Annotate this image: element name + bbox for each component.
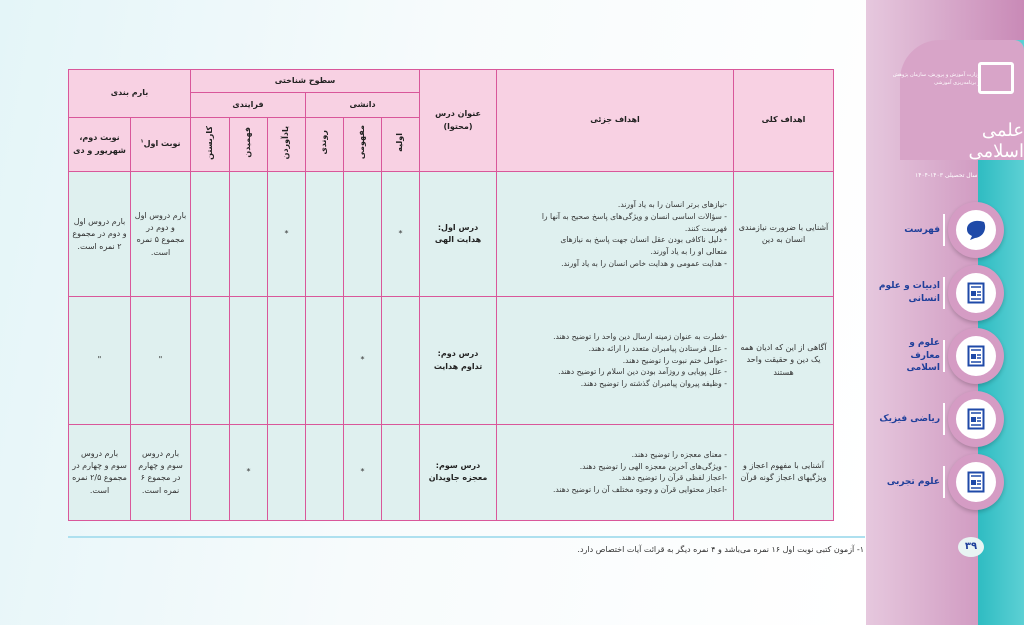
first-term-score: " [131, 297, 191, 424]
header-level: روندی [306, 118, 344, 172]
header-level: فهمیدن [230, 118, 268, 172]
level-mark [268, 424, 306, 520]
nav-circle [948, 328, 1004, 384]
nav-item-natural-sciences[interactable]: علوم تجربی [870, 452, 1020, 512]
academic-year: سال تحصیلی ۱۴۰۳-۱۴۰۴ [915, 172, 978, 179]
nav-divider [943, 340, 945, 372]
nav-item-math-physics[interactable]: ریاضی فیزیک [870, 389, 1020, 449]
table-row [69, 424, 834, 520]
header-scoring: بارم بندی [69, 70, 191, 118]
nav-divider [943, 403, 945, 435]
document-icon [956, 462, 996, 502]
general-goal: آشنایی با مفهوم اعجاز و ویژگیهای اعجاز گونه قرآن [734, 424, 834, 520]
header-lesson-title: عنوان درس (محتوا) [420, 70, 497, 172]
second-term-score: بارم دروس اول و دوم در مجموع ۲ نمره است. [69, 172, 131, 297]
header-general-goals: اهداف کلی [734, 70, 834, 172]
nav-circle [948, 391, 1004, 447]
header-process: فرایندی [191, 93, 306, 118]
document-icon [956, 336, 996, 376]
header-level: یادآوردن [268, 118, 306, 172]
general-goal: آشنایی با ضرورت نیازمندی انسان به دین [734, 172, 834, 297]
nav-circle [948, 454, 1004, 510]
nav-item-islamic-studies[interactable]: علوم و معارف اسلامی [870, 326, 1020, 386]
nav-item-humanities[interactable]: ادبیات و علوم انسانی [870, 263, 1020, 323]
level-mark [230, 297, 268, 424]
document-icon [956, 399, 996, 439]
first-term-score: بارم دروس اول و دوم در مجموع ۵ نمره است. [131, 172, 191, 297]
header-cognitive-levels: سطوح شناختی [191, 70, 420, 93]
lesson-title: درس دوم: تداوم هدایت [420, 297, 497, 424]
level-mark [382, 424, 420, 520]
nav-divider [943, 466, 945, 498]
header-level: مفهومی [344, 118, 382, 172]
ministry-text: وزارت آموزش و پرورش، سازمان پژوهش و برنامه‌ریزی آموزشی [892, 72, 980, 86]
ministry-logo-icon [978, 62, 1014, 94]
document-icon [956, 273, 996, 313]
level-mark [382, 297, 420, 424]
divider [68, 536, 865, 538]
level-mark [306, 172, 344, 297]
level-mark [230, 172, 268, 297]
nav-circle [948, 265, 1004, 321]
curriculum-table [68, 69, 834, 521]
level-mark [268, 297, 306, 424]
page-number: ۳۹ [958, 537, 984, 557]
level-mark: * [230, 424, 268, 520]
header-level: اولیه [382, 118, 420, 172]
level-mark [306, 424, 344, 520]
second-term-score: " [69, 297, 131, 424]
brand-logo: علمی اسلامی [968, 120, 1024, 162]
table-row [69, 297, 834, 424]
detailed-goals: -فطرت به عنوان زمینه ارسال دین واحد را توضیح دهند. - علل فرستادن پیامبران متعدد را ارائه دهند. -عوامل ختم نبوت را توضیح دهند. - علل پویایی و روزآمد بودن دین اسلام را توضیح دهند. - وظیفه پیروان پیامبران گذشته را توضیح دهند. [497, 297, 734, 424]
second-term-score: بارم دروس سوم و چهارم در مجموع ۲/۵ نمره است. [69, 424, 131, 520]
detailed-goals: -نیازهای برتر انسان را به یاد آورند. - سؤالات اساسی انسان و ویژگی‌های پاسخ صحیح به آنها را فهرست کنند. - دلیل ناکافی بودن عقل انسان جهت پاسخ به نیازهای متعالی او را به یاد آورند. - هدایت عمومی و هدایت خاص انسان را به یاد آورند. [497, 172, 734, 297]
level-mark: * [268, 172, 306, 297]
nav-divider [943, 214, 945, 246]
nav-circle [948, 202, 1004, 258]
level-mark [306, 297, 344, 424]
level-mark [191, 297, 230, 424]
header-level: کاربستن [191, 118, 230, 172]
leaf-icon [956, 210, 996, 250]
lesson-title: درس سوم: معجزه جاویدان [420, 424, 497, 520]
level-mark: * [382, 172, 420, 297]
first-term-score: بارم دروس سوم و چهارم در مجموع ۶ نمره است. [131, 424, 191, 520]
level-mark [191, 424, 230, 520]
detailed-goals: - معنای معجزه را توضیح دهند. - ویژگی‌های آخرین معجزه الهی را توضیح دهند. -اعجاز لفظی قرآن را توضیح دهند. -اعجاز محتوایی قرآن و وجوه مختلف آن را توضیح دهند. [497, 424, 734, 520]
header-second-term: نوبت دوم، شهریور و دی [69, 118, 131, 172]
footnote: ۱- آزمون کتبی نوبت اول ۱۶ نمره می‌باشد و ۴ نمره دیگر به قرائت آیات اختصاص دارد. [577, 545, 864, 554]
level-mark [191, 172, 230, 297]
level-mark [344, 172, 382, 297]
header-detailed-goals: اهداف جزئی [497, 70, 734, 172]
general-goal: آگاهی از این که ادیان همه یک دین و حقیقت واحد هستند [734, 297, 834, 424]
level-mark: * [344, 424, 382, 520]
nav-divider [943, 277, 945, 309]
table-row [69, 172, 834, 297]
level-mark: * [344, 297, 382, 424]
header-first-term: نوبت اول$^۱$ [131, 118, 191, 172]
header-knowledge: دانشی [306, 93, 420, 118]
nav-item-contents[interactable]: فهرست [870, 200, 1020, 260]
lesson-title: درس اول: هدایت الهی [420, 172, 497, 297]
